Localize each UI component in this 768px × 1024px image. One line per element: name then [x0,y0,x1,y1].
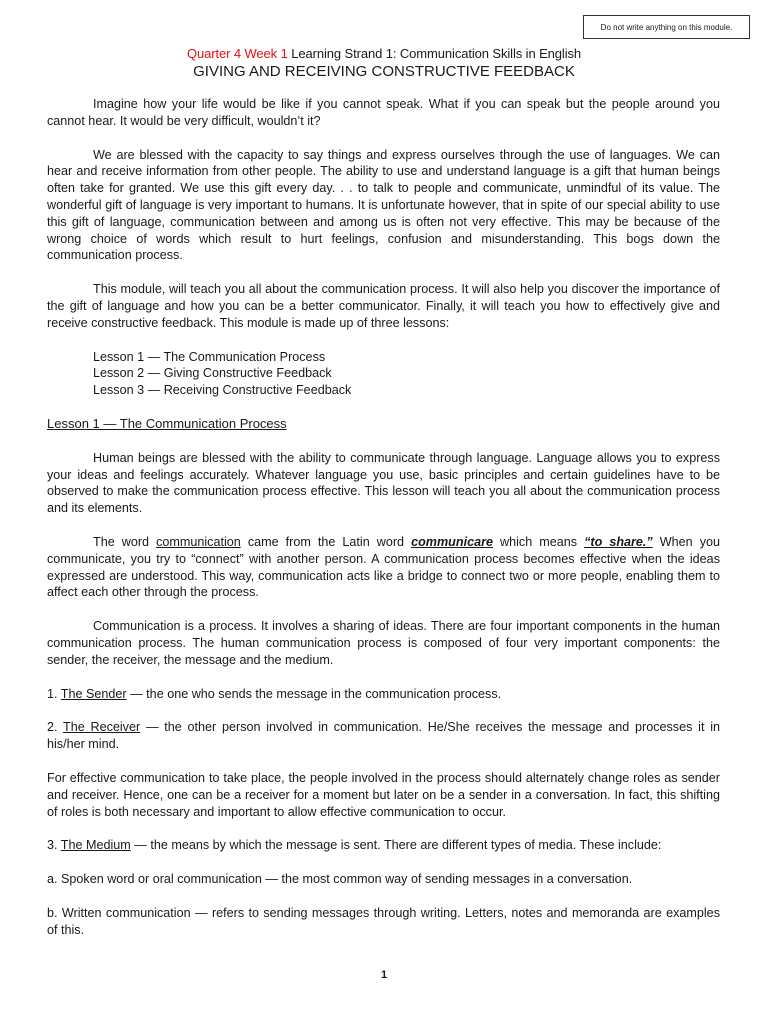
component-medium [47,837,720,854]
component-receiver [47,719,720,753]
medium-text: — the means by which the message is sent. There are different types of media. These include: [130,838,662,853]
intro-paragraph-3: This module, will teach you all about the communication process. It will also help you discover the importance of the gift of language and how you can be a better communicator. Finally, it will teach you how to effectively give and receive constructive feedback. This module is made up of three lessons: [47,282,720,330]
roles-paragraph: For effective communication to take place, the people involved in the process should alternately change roles as sender and receiver. Hence, one can be a receiver for a moment but later on be a sender in a conversation. In fact, this shifting of roles is both necessary and important to allow effective communication to occur. [47,770,720,819]
lesson-1-paragraph-2 [47,534,720,601]
module-header [0,46,768,61]
sender-label: The Sender [60,686,127,701]
text-span: The word [93,534,157,549]
lesson-list-item: Lesson 3 — Receiving Constructive Feedback [93,383,352,398]
module-content [47,96,720,938]
item-number: 2. [47,720,64,735]
strand-label: Learning Strand 1: Communication Skills in English [287,46,582,61]
media-item-a: a. Spoken word or oral communication — the most common way of sending messages in a conversation. [47,872,633,887]
receiver-text: — the other person involved in communication. He/She receives the message and processes it in his/her mind. [47,720,720,752]
lesson-1-paragraph-1: Human beings are blessed with the ability to communicate through language. Language allows you to express your ideas and feelings accurately. Whatever language you use, basic principles and certain guidelines have to be observed to make the communication process effective. This lesson will teach you all about the communication process and its elements. [47,450,720,516]
text-span: which means [492,534,585,549]
text-span: When you communicate, you try to “connect” with another person. A communication process becomes effective when the ideas expressed are understood. This way, communication acts like a bridge to connect two or more people, enabling them to affect each other through the process. [47,534,720,600]
lesson-list-item: Lesson 1 — The Communication Process [93,349,326,364]
text-span: came from the Latin word [240,534,412,549]
module-title: GIVING AND RECEIVING CONSTRUCTIVE FEEDBACK [193,63,575,80]
intro-paragraph-1: Imagine how your life would be like if you cannot speak. What if you can speak but the people around you cannot hear. It would be very difficult, wouldn’t it? [47,97,720,128]
lesson-1-heading: Lesson 1 — The Communication Process [47,415,287,431]
item-number: 3. [47,838,61,853]
intro-paragraph-2: We are blessed with the capacity to say things and express ourselves through the use of languages. We can hear and receive information from other people. The ability to use and understand language is a gift that human beings often take for granted. We use this gift every day. . . to talk to people and communicate, unmindful of its value. The wonderful gift of language is very important to humans. It is unfortunate however, that in spite of our special ability to use this gift of language, communication between and among us is often not very effective. This may be because of the wrong choice of words which result to hurt feelings, confusion and misunderstanding. This bogs down the communication process. [47,147,720,263]
item-number: 1. [47,686,61,701]
sender-text: — the one who sends the message in the communication process. [126,686,502,701]
medium-label: The Medium [60,838,131,853]
term-communicare: communicare [411,534,493,549]
page-number: 1 [380,969,388,981]
receiver-label: The Receiver [63,720,141,735]
lesson-list-item: Lesson 2 — Giving Constructive Feedback [93,366,332,381]
quarter-week-label: Quarter 4 Week 1 [186,46,288,61]
notice-box: Do not write anything on this module. [583,15,750,39]
term-communication: communication [156,534,241,549]
term-meaning: “to share.” [584,534,653,549]
component-sender [47,686,720,703]
media-item-b: b. Written communication — refers to sending messages through writing. Letters, notes and memoranda are examples of this. [47,905,720,937]
lesson-1-paragraph-3: Communication is a process. It involves a sharing of ideas. There are four important components in the human communication process. The human communication process is composed of four very important components: the sender, the receiver, the message and the medium. [47,619,720,667]
